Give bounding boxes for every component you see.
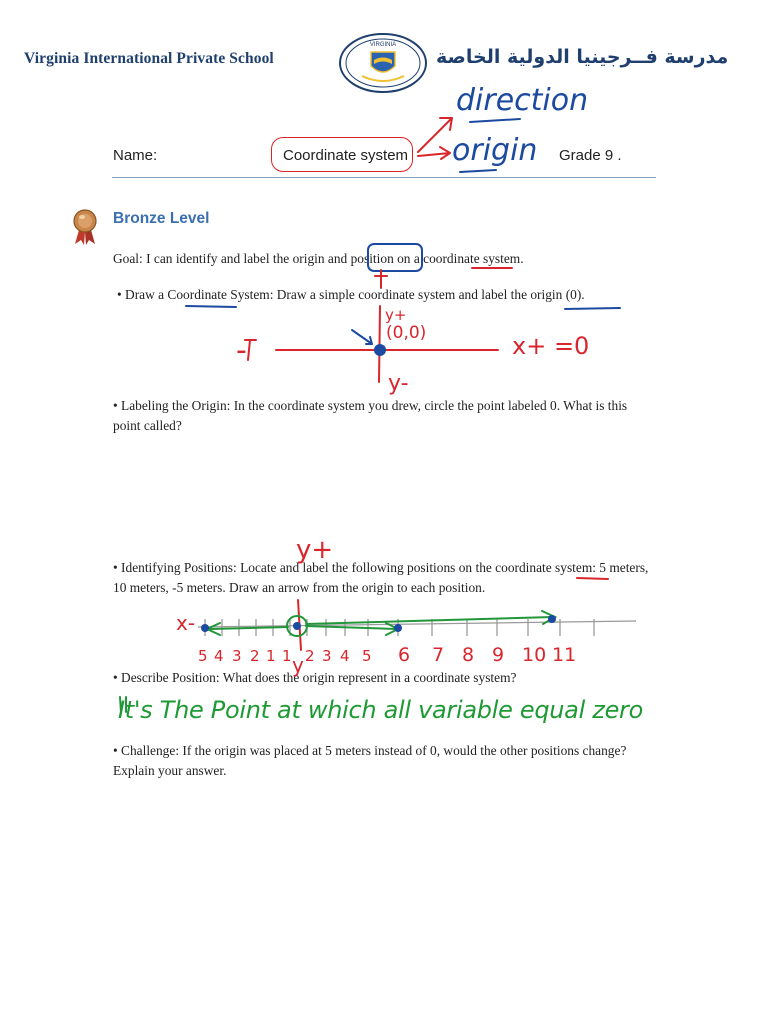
number-line-label: 6 xyxy=(398,644,411,666)
arrow-to-minus-5 xyxy=(207,623,288,635)
number-line-label: 11 xyxy=(552,644,577,666)
arrow-to-direction xyxy=(418,118,452,152)
point-minus-5 xyxy=(201,624,209,632)
handwritten-answer: It's The Point at which all variable equal zero xyxy=(118,696,643,724)
number-line-axis xyxy=(198,621,636,627)
number-line-label: 9 xyxy=(492,644,505,666)
note-direction-underline xyxy=(470,119,520,122)
nl-origin-dot xyxy=(293,622,301,630)
task-label-origin: • Labeling the Origin: In the coordinate system you drew, circle the point labeled 0. What is this point called? xyxy=(113,398,628,433)
nl-bottom-label: y xyxy=(292,653,304,677)
sketch-top-label: y+ xyxy=(385,306,407,324)
task-draw-system: • Draw a Coordinate System: Draw a simple coordinate system and label the origin (0). xyxy=(117,287,585,302)
sketch-bottom-label: y- xyxy=(388,371,409,396)
bullet1-underline-left xyxy=(186,306,236,307)
task-describe-position: • Describe Position: What does the origin represent in a coordinate system? xyxy=(113,670,517,685)
sketch-y-axis xyxy=(379,306,380,382)
bullet1-underline-right xyxy=(565,308,620,309)
sketch-left-label: - xyxy=(236,333,247,368)
sketch-origin-dot xyxy=(374,344,386,356)
number-line-label: 4 xyxy=(214,647,224,665)
number-line-label: 8 xyxy=(462,644,475,666)
nl-left-label: x- xyxy=(176,611,196,635)
goal-text: Goal: I can identify and label the origin and position on a coordinate system. xyxy=(113,251,524,266)
note-origin: origin xyxy=(452,133,538,168)
note-direction: direction xyxy=(456,83,589,118)
school-name-en: Virginia International Private School xyxy=(24,50,274,67)
answer-lead-mark xyxy=(120,697,126,712)
number-line-label: 2 xyxy=(250,647,260,665)
number-line-label: 3 xyxy=(322,647,332,665)
note-origin-underline xyxy=(460,170,496,172)
goal-y-plus-mark xyxy=(375,270,387,288)
number-line-label: 1 xyxy=(266,647,276,665)
number-line-label: 5 xyxy=(362,647,372,665)
position-box-annotation xyxy=(368,244,422,271)
sketch-right-label: x+ =0 xyxy=(512,332,590,360)
number-line-label: 3 xyxy=(232,647,242,665)
grade-label: Grade 9 . xyxy=(559,147,622,164)
system-underline xyxy=(577,578,608,579)
point-5 xyxy=(394,624,402,632)
task-identify-positions: • Identifying Positions: Locate and label the following positions on the coordinate system: 5 meters, 10 meters, -5 meters. Draw an arrow from the origin to each position. xyxy=(113,560,649,595)
number-line-label: 4 xyxy=(340,647,350,665)
topic-title: Coordinate system xyxy=(283,147,409,164)
number-line-label: 1 xyxy=(282,647,292,665)
number-line-label: 5 xyxy=(198,647,208,665)
point-10 xyxy=(548,615,556,623)
number-line-label: 10 xyxy=(522,644,547,666)
number-line-label: 7 xyxy=(432,644,445,666)
school-name-ar: مدرسة فــرجينيا الدولية الخاصة xyxy=(436,46,729,68)
task-challenge: • Challenge: If the origin was placed at 5 meters instead of 0, would the other positions change? Explain your answer. xyxy=(113,743,627,778)
arrow-to-origin xyxy=(418,147,450,159)
sketch-origin-label: (0,0) xyxy=(386,323,427,343)
logo-text: VIRGINIA xyxy=(369,42,397,48)
level-title: Bronze Level xyxy=(113,210,210,227)
sketch-origin-arrow xyxy=(352,330,372,344)
number-line-labels xyxy=(198,644,576,666)
nl-top-label: y+ xyxy=(296,535,334,565)
number-line-label: 2 xyxy=(305,647,315,665)
name-label: Name: xyxy=(113,147,158,164)
